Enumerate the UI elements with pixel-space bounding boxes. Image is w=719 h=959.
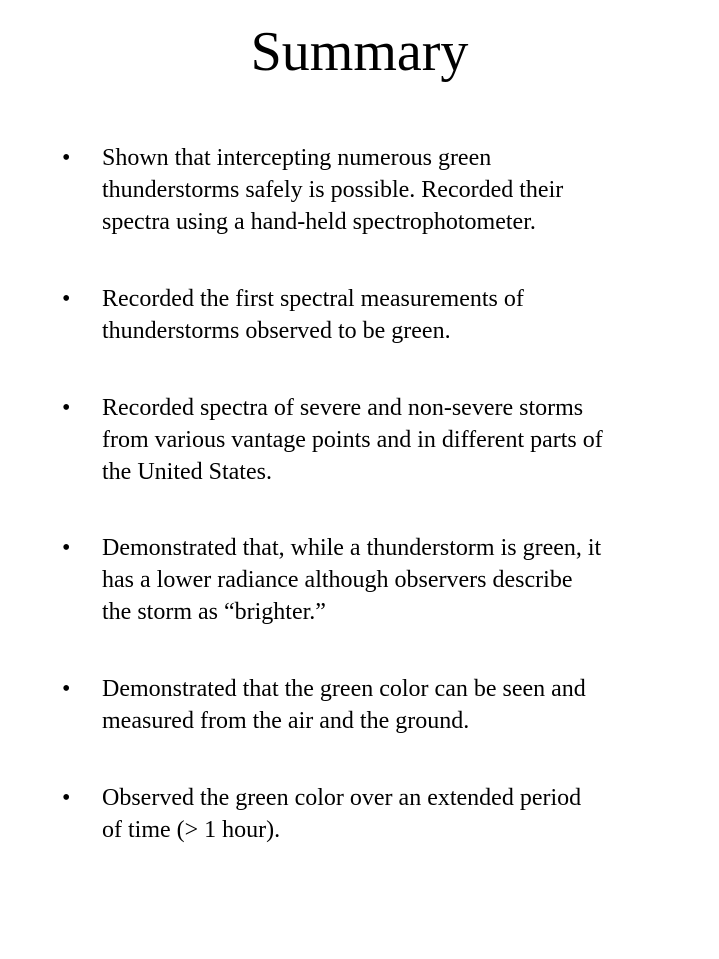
bullet-text: Recorded the first spectral measurements of thunderstorms observed to be green. xyxy=(102,286,524,344)
bullet-icon: • xyxy=(62,145,71,171)
bullet-icon: • xyxy=(62,535,71,561)
bullet-icon: • xyxy=(62,785,71,811)
bullet-text: Demonstrated that, while a thunderstorm is green, it has a lower radiance although observers describe the storm as “brighter.” xyxy=(102,535,602,625)
bullet-text: Demonstrated that the green color can be seen and measured from the air and the ground. xyxy=(102,676,586,734)
bullet-icon: • xyxy=(62,676,71,702)
bullet-text: Recorded spectra of severe and non-severe storms from various vantage points and in different parts of the United States. xyxy=(102,395,603,485)
bullet-icon: • xyxy=(62,395,71,421)
page-title: Summary xyxy=(250,21,469,83)
bullet-text: Observed the green color over an extended period of time (> 1 hour). xyxy=(102,785,582,843)
bullet-icon: • xyxy=(62,286,71,312)
bullet-text: Shown that intercepting numerous green thunderstorms safely is possible. Recorded their spectra using a hand-held spectrophotometer. xyxy=(102,145,564,235)
